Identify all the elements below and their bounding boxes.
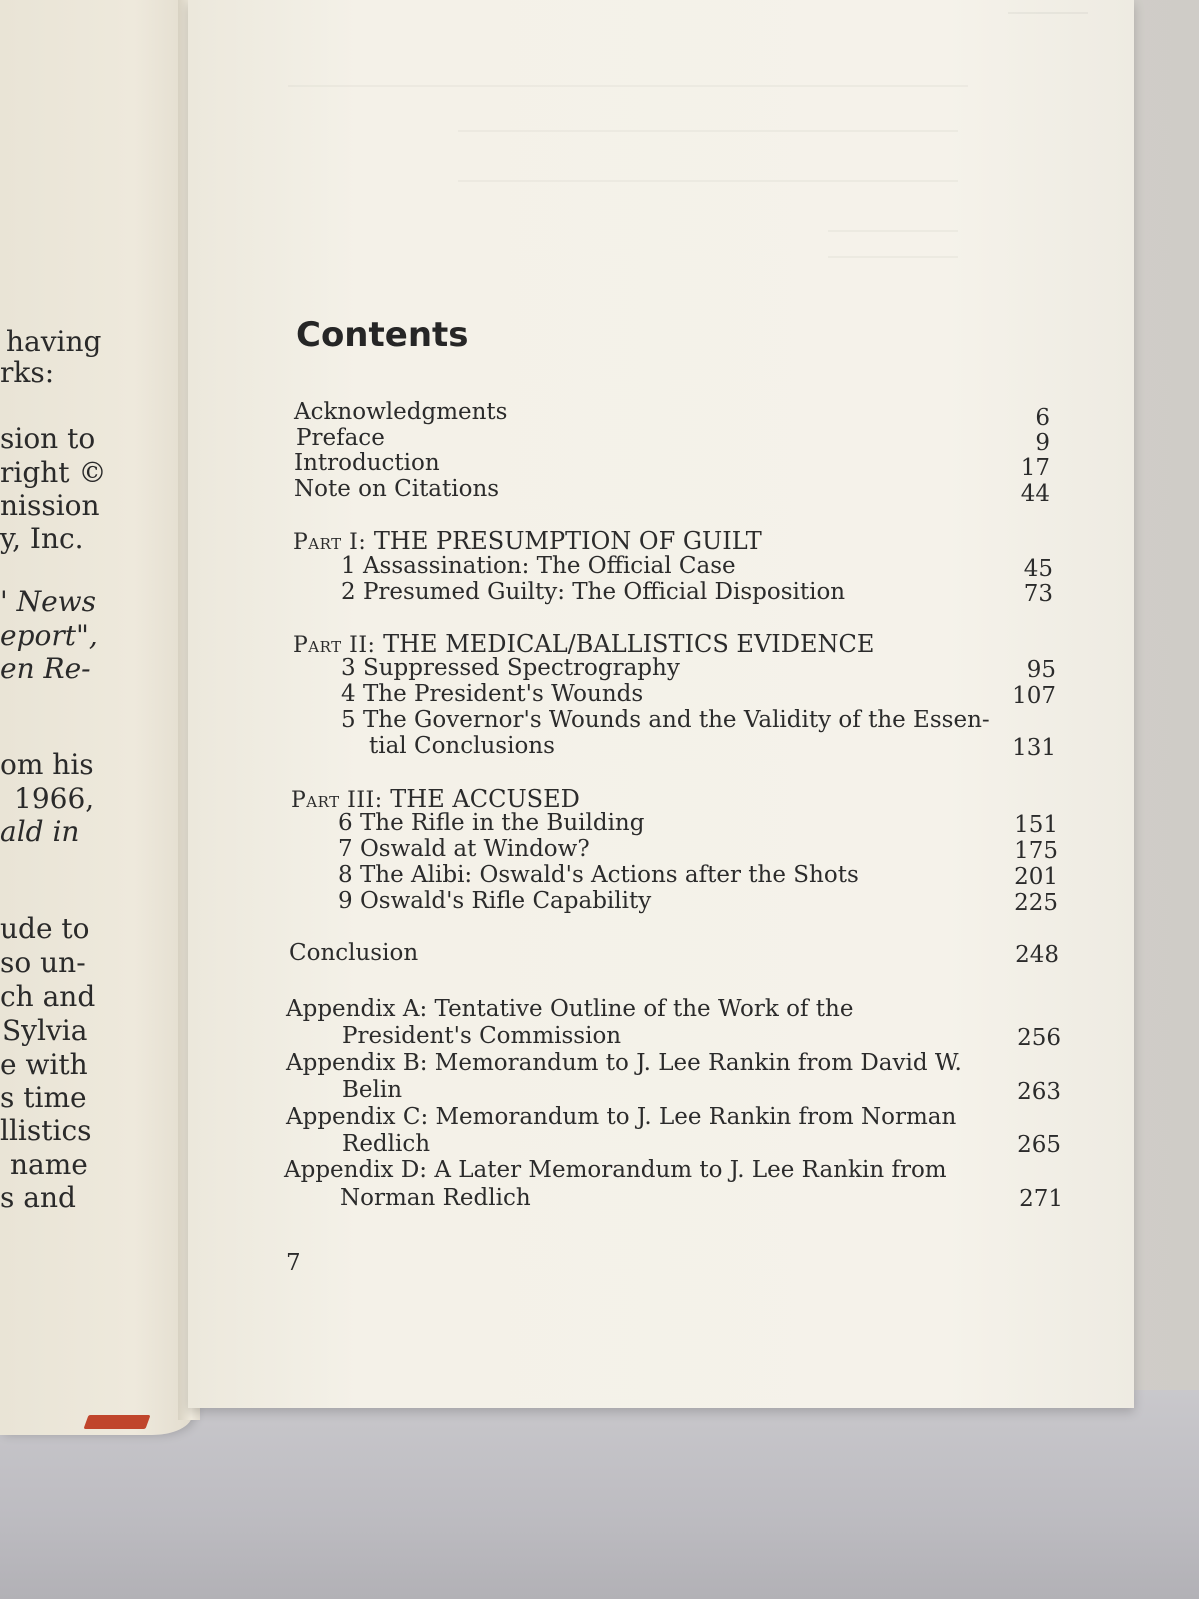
left-page-text-fragment: ald in	[0, 815, 80, 848]
part-prefix: Part III:	[291, 788, 383, 813]
toc-chapter-page: 151	[1014, 812, 1058, 838]
book-cover-edge	[83, 1415, 150, 1429]
toc-chapter-label: 4 The President's Wounds	[341, 681, 644, 707]
left-page-text-fragment: ude to	[0, 912, 90, 945]
toc-entry-label: Note on Citations	[294, 476, 500, 502]
toc-appendix-label: Redlich	[342, 1131, 431, 1157]
toc-chapter-page: 73	[1023, 581, 1053, 607]
left-page-text-fragment: y, Inc.	[0, 522, 84, 555]
left-page-text-fragment: right ©	[0, 456, 107, 489]
toc-chapter-page: 225	[1014, 890, 1058, 916]
toc-appendix-page: 265	[1017, 1132, 1061, 1158]
toc-entry-label: Introduction	[294, 450, 440, 476]
part-title: THE ACCUSED	[390, 785, 580, 813]
left-page-text-fragment: sion to	[0, 422, 96, 455]
toc-chapter-page: 131	[1012, 735, 1056, 761]
toc-entry-page: 9	[1035, 430, 1050, 456]
show-through-mark	[828, 256, 958, 268]
toc-appendix-label: Appendix D: A Later Memorandum to J. Lee Rankin from	[284, 1157, 947, 1183]
toc-chapter-label: 9 Oswald's Rifle Capability	[338, 888, 652, 914]
toc-chapter-label: 2 Presumed Guilty: The Official Disposition	[341, 579, 846, 605]
left-page-text-fragment: e with	[0, 1048, 88, 1081]
toc-chapter-label: 5 The Governor's Wounds and the Validity of the Essen-	[341, 707, 990, 733]
toc-appendix-label: Norman Redlich	[340, 1185, 531, 1211]
part-title: THE MEDICAL/BALLISTICS EVIDENCE	[383, 630, 875, 658]
toc-entry-label: Conclusion	[289, 940, 419, 966]
toc-chapter-label: 7 Oswald at Window?	[338, 836, 590, 862]
toc-entry-page: 44	[1020, 481, 1050, 507]
left-page-text-fragment: so un-	[0, 946, 86, 979]
toc-entry-page: 6	[1035, 405, 1050, 431]
page-title: Contents	[296, 315, 469, 355]
left-page-text-fragment: eport",	[0, 619, 98, 652]
part-heading	[291, 785, 580, 813]
left-page-text-fragment: nission	[0, 489, 100, 522]
show-through-mark	[1008, 12, 1088, 74]
part-prefix: Part II:	[293, 633, 376, 658]
toc-chapter-label: 6 The Rifle in the Building	[338, 810, 645, 836]
part-heading	[293, 527, 762, 555]
toc-appendix-label: Appendix C: Memorandum to J. Lee Rankin from Norman	[286, 1104, 957, 1130]
part-prefix: Part I:	[293, 530, 367, 555]
left-page-text-fragment: Sylvia	[2, 1014, 88, 1047]
left-page-text-fragment: en Re-	[0, 652, 91, 685]
left-page-text-fragment: having	[6, 325, 102, 358]
part-title: THE PRESUMPTION OF GUILT	[373, 527, 762, 555]
left-page-text-fragment: ' News	[0, 585, 97, 618]
toc-appendix-label: Belin	[342, 1077, 403, 1103]
toc-appendix-label: Appendix A: Tentative Outline of the Work of the	[286, 996, 854, 1022]
toc-appendix-label: President's Commission	[342, 1023, 622, 1049]
left-page-text-fragment: name	[10, 1148, 88, 1181]
toc-chapter-page: 201	[1014, 864, 1058, 890]
toc-chapter-page: 107	[1012, 683, 1056, 709]
left-page-text-fragment: rks:	[0, 356, 55, 389]
toc-appendix-page: 271	[1019, 1186, 1063, 1212]
show-through-mark	[288, 85, 968, 97]
show-through-mark	[458, 130, 958, 142]
toc-appendix-page: 263	[1017, 1079, 1061, 1105]
toc-chapter-label: 3 Suppressed Spectrography	[341, 655, 680, 681]
page-number: 7	[286, 1250, 301, 1276]
toc-entry-label: Preface	[296, 425, 385, 451]
toc-chapter-label: tial Conclusions	[369, 733, 555, 759]
toc-chapter-label: 8 The Alibi: Oswald's Actions after the Shots	[338, 862, 859, 888]
toc-appendix-label: Appendix B: Memorandum to J. Lee Rankin from David W.	[286, 1050, 962, 1076]
show-through-mark	[828, 230, 958, 242]
toc-chapter-label: 1 Assassination: The Official Case	[341, 553, 736, 579]
left-page-text-fragment: om his	[0, 748, 94, 781]
toc-chapter-page: 45	[1023, 556, 1053, 582]
toc-entry-label: Acknowledgments	[294, 399, 508, 425]
left-page-text-fragment: llistics	[0, 1114, 92, 1147]
left-page-text-fragment: s and	[0, 1181, 76, 1214]
show-through-mark	[458, 180, 958, 192]
toc-entry-page: 248	[1015, 942, 1059, 968]
left-page-text-fragment: s time	[0, 1081, 87, 1114]
left-page	[0, 0, 192, 1435]
toc-entry-page: 17	[1020, 455, 1050, 481]
toc-chapter-page: 175	[1014, 838, 1058, 864]
toc-chapter-page: 95	[1026, 657, 1056, 683]
toc-appendix-page: 256	[1017, 1025, 1061, 1051]
left-page-text-fragment: 1966,	[14, 782, 95, 815]
part-heading	[293, 630, 874, 658]
left-page-text-fragment: ch and	[0, 980, 96, 1013]
